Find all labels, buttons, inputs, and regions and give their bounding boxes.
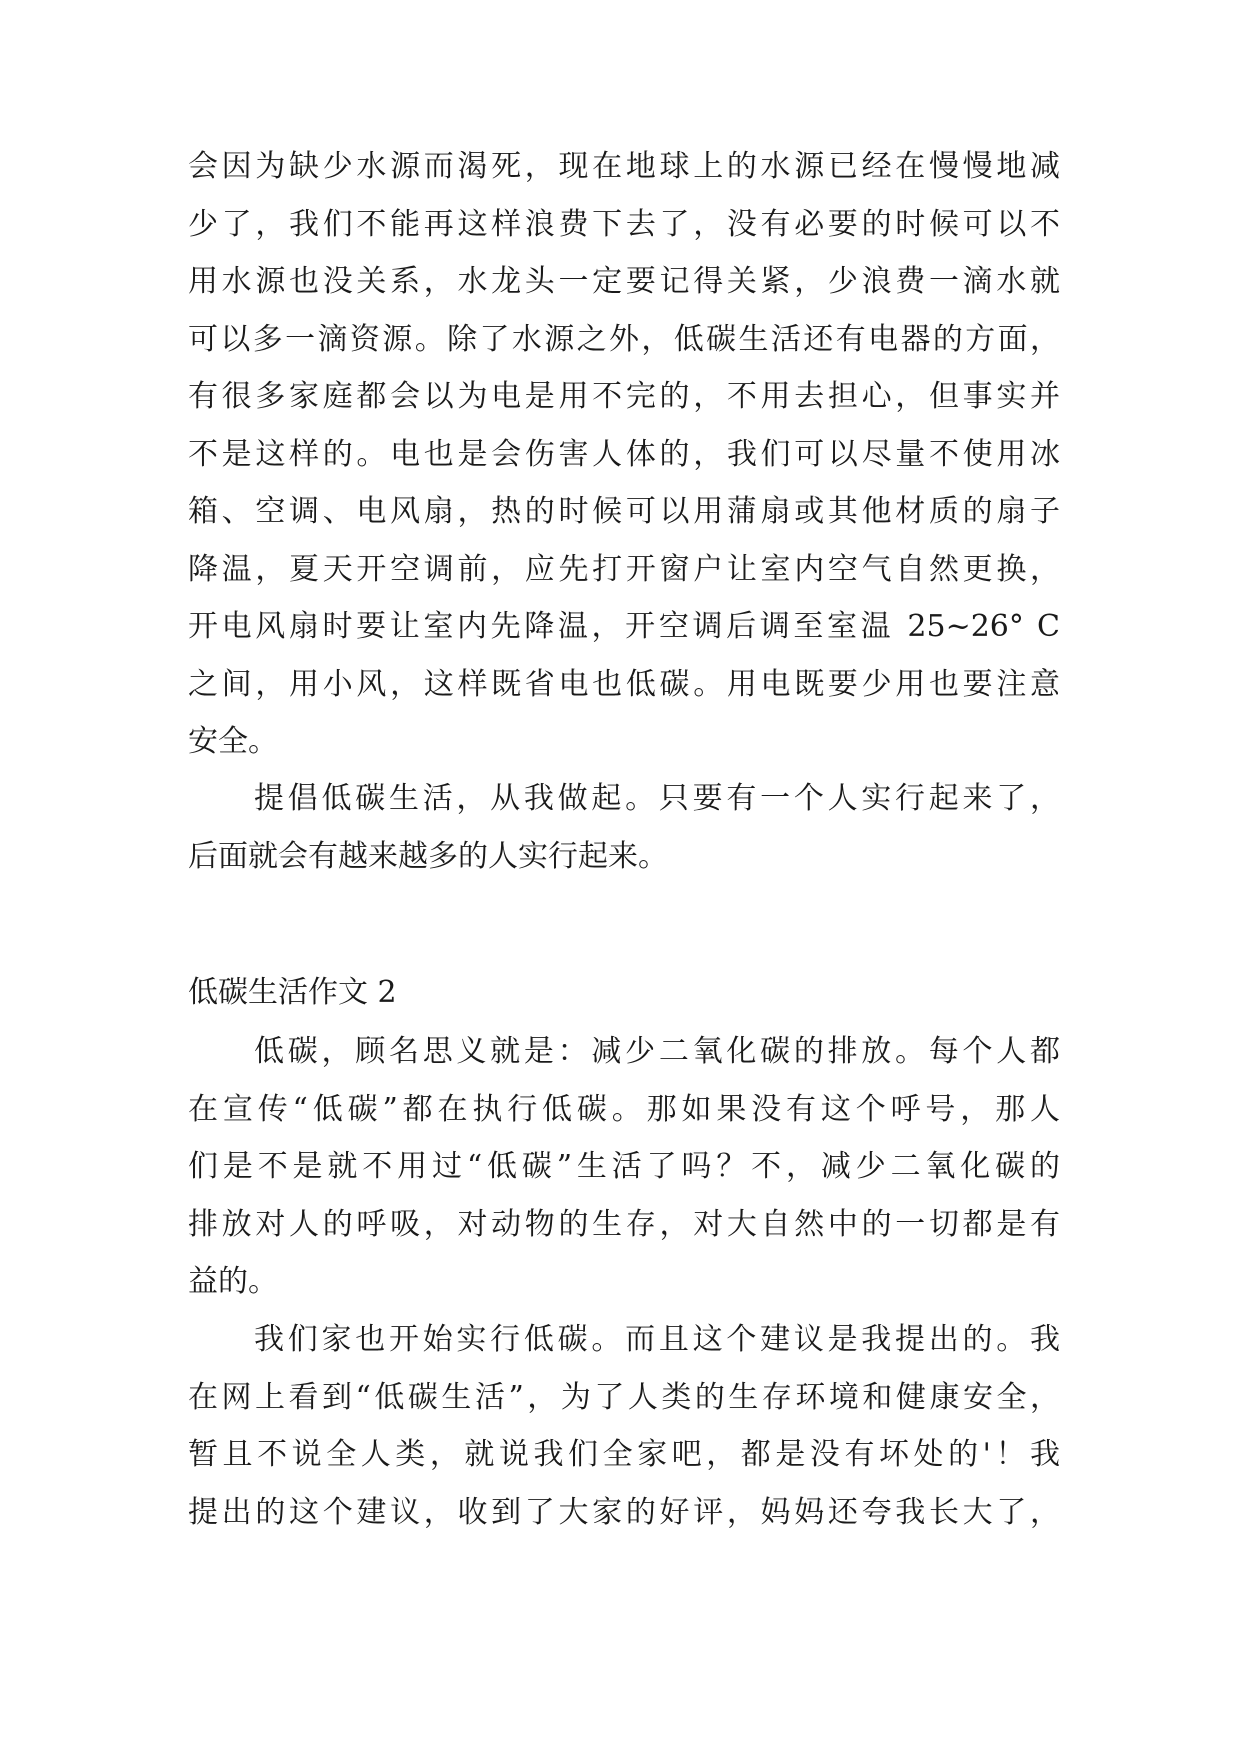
text-line: 提出的这个建议，收到了大家的好评，妈妈还夸我长大了，	[188, 1494, 1060, 1530]
paragraph-advocate	[188, 770, 1060, 885]
text-line: 安全。	[188, 724, 278, 759]
text-line: 有很多家庭都会以为电是用不完的，不用去担心，但事实并	[188, 379, 1060, 414]
text-line: 箱、空调、电风扇，热的时候可以用蒲扇或其他材质的扇子	[188, 494, 1060, 529]
text-line: 们是不是就不用过“低碳”生活了吗？不，减少二氧化碳的	[188, 1149, 1060, 1184]
text-line: 不是这样的。电也是会伤害人体的，我们可以尽量不使用冰	[188, 436, 1060, 472]
text-line: 开电风扇时要让室内先降温，开空调后调至室温 25~26° C	[188, 609, 1060, 644]
text-line: 后面就会有越来越多的人实行起来。	[188, 838, 668, 874]
paragraph-low-carbon-meaning	[188, 1023, 1060, 1311]
text-line: 低碳，顾名思义就是：减少二氧化碳的排放。每个人都	[254, 1034, 1060, 1069]
text-line: 可以多一滴资源。除了水源之外，低碳生活还有电器的方面，	[188, 321, 1060, 357]
paragraph-family	[188, 1311, 1060, 1541]
text-line: 降温，夏天开空调前，应先打开窗户让室内空气自然更换，	[188, 551, 1060, 587]
text-line: 在宣传“低碳”都在执行低碳。那如果没有这个呼号，那人	[188, 1091, 1060, 1127]
text-line: 益的。	[188, 1264, 278, 1299]
text-line: 在网上看到“低碳生活”，为了人类的生存环境和健康安全，	[188, 1379, 1060, 1415]
text-line: 提倡低碳生活，从我做起。只要有一个人实行起来了，	[254, 781, 1060, 816]
text-line: 我们家也开始实行低碳。而且这个建议是我提出的。我	[254, 1322, 1060, 1357]
text-line: 之间，用小风，这样既省电也低碳。用电既要少用也要注意	[188, 666, 1060, 702]
paragraph-water-electricity	[188, 138, 1060, 771]
text-line: 用水源也没关系，水龙头一定要记得关紧，少浪费一滴水就	[188, 264, 1060, 299]
text-line: 少了，我们不能再这样浪费下去了，没有必要的时候可以不	[188, 206, 1060, 242]
text-line: 排放对人的呼吸，对动物的生存，对大自然中的一切都是有	[188, 1206, 1060, 1242]
text-line: 暂且不说全人类，就说我们全家吧，都是没有坏处的'！我	[188, 1437, 1060, 1472]
essay-heading: 低碳生活作文 2	[188, 975, 397, 1010]
text-line: 会因为缺少水源而渴死，现在地球上的水源已经在慢慢地减	[188, 149, 1060, 184]
